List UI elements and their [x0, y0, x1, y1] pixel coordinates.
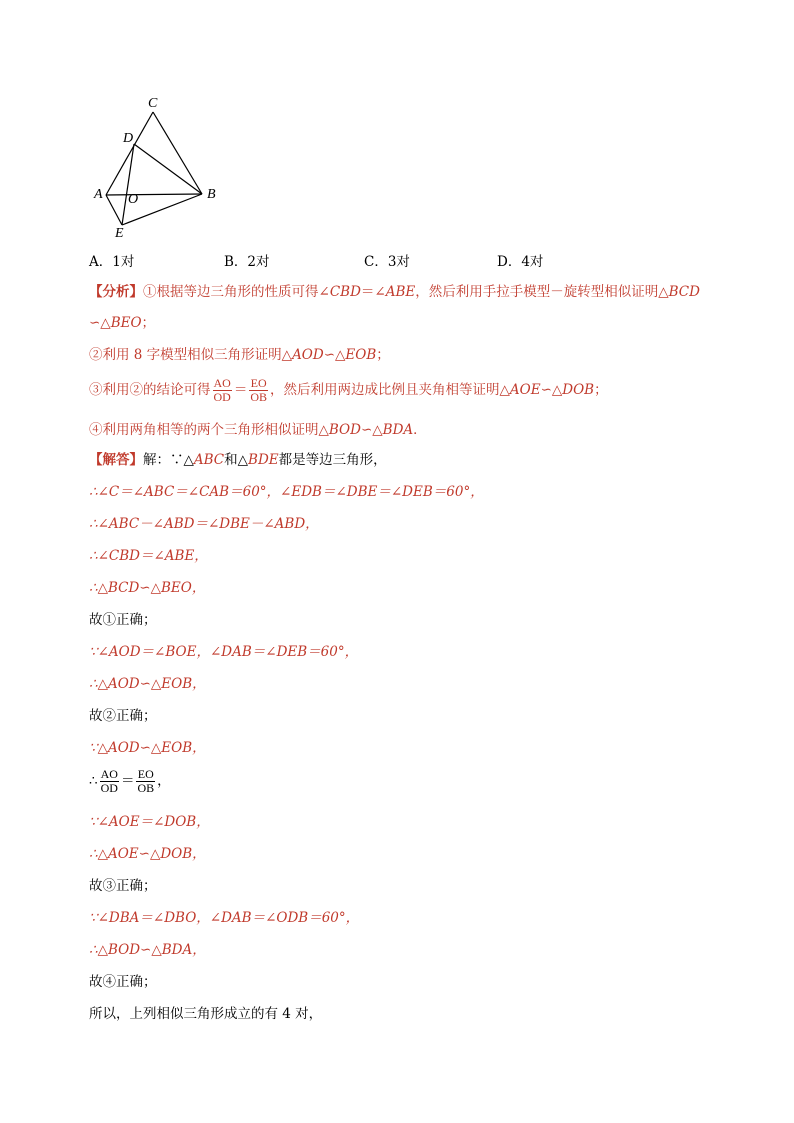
- point-label-d: D: [123, 131, 134, 146]
- fraction-ao-od: $\frac{AO}{OD}$: [213, 376, 231, 404]
- solution-line-2: ∴∠C＝∠ABC＝∠CAB＝60°，∠EDB＝∠DBE＝∠DEB＝60°，: [89, 484, 484, 500]
- point-label-a: A: [94, 187, 103, 202]
- solution-line-15: ∵∠DBA＝∠DBO，∠DAB＝∠ODB＝60°，: [89, 910, 360, 926]
- analysis-line-3: ③利用②的结论可得 $\frac{AO}{OD}$ ＝ $\frac{EO}{OB}$ ，然后利用两边成比例且夹角相等证明△AOE∽△DOB；: [89, 376, 608, 404]
- option-a: A．1对: [89, 254, 135, 270]
- solution-line-3: ∴∠ABC－∠ABD＝∠DBE－∠ABD，: [89, 516, 319, 532]
- analysis-line-1: 【分析】①根据等边三角形的性质可得∠CBD＝∠ABE，然后利用手拉手模型－旋转型相似证明△BCD: [89, 284, 700, 300]
- segment-cb: [153, 112, 202, 194]
- solution-line-7: ∵∠AOD＝∠BOE，∠DAB＝∠DEB＝60°，: [89, 644, 359, 660]
- solution-line-9: 故②正确；: [89, 708, 157, 724]
- solution-line-12: ∵∠AOE＝∠DOB，: [89, 814, 210, 830]
- segment-ae: [106, 195, 122, 225]
- point-label-e: E: [115, 226, 124, 241]
- solution-line-18: 所以，上列相似三角形成立的有 4 对，: [89, 1006, 323, 1022]
- segment-ab: [106, 194, 202, 195]
- analysis-line-2: ②利用 8 字模型相似三角形证明△AOD∽△EOB；: [89, 347, 390, 363]
- solution-line-10: ∵△AOD∽△EOB，: [89, 740, 206, 756]
- option-b: B．2对: [224, 254, 270, 270]
- point-label-o: O: [128, 192, 139, 207]
- solution-line-8: ∴△AOD∽△EOB，: [89, 676, 206, 692]
- analysis-line-4: ④利用两角相等的两个三角形相似证明△BOD∽△BDA．: [89, 422, 427, 438]
- solution-line-5: ∴△BCD∽△BEO，: [89, 580, 206, 596]
- solution-line-11: ∴ $\frac{AO}{OD}$ ＝ $\frac{EO}{OB}$ ，: [89, 767, 171, 795]
- option-d: D．4对: [497, 254, 544, 270]
- geometry-figure: [0, 0, 794, 260]
- fraction-eo-ob: $\frac{EO}{OB}$: [250, 376, 268, 404]
- segment-db: [134, 144, 202, 194]
- solution-line-4: ∴∠CBD＝∠ABE，: [89, 548, 208, 564]
- fraction-eo-ob-2: $\frac{EO}{OB}$: [137, 767, 155, 795]
- solution-line-16: ∴△BOD∽△BDA，: [89, 942, 206, 958]
- fraction-ao-od-2: $\frac{AO}{OD}$: [100, 767, 118, 795]
- solution-line-13: ∴△AOE∽△DOB，: [89, 846, 206, 862]
- analysis-tag: 【分析】: [89, 284, 143, 300]
- solution-line-17: 故④正确；: [89, 974, 157, 990]
- solution-line-1: 【解答】解：∵△ABC和△BDE都是等边三角形，: [89, 452, 387, 468]
- solution-tag: 【解答】: [89, 452, 143, 468]
- point-label-b: B: [207, 187, 216, 202]
- solution-line-6: 故①正确；: [89, 612, 157, 628]
- analysis-line-1-cont: ∽△BEO；: [89, 315, 156, 331]
- solution-line-14: 故③正确；: [89, 878, 157, 894]
- point-label-c: C: [148, 96, 158, 111]
- option-c: C．3对: [364, 254, 410, 270]
